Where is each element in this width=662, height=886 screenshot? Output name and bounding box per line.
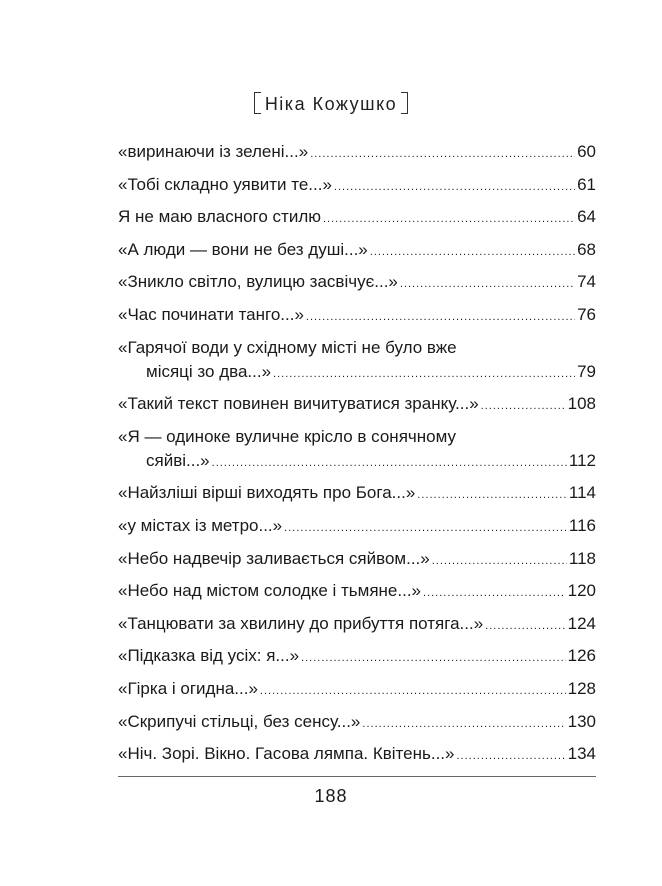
toc-entry-page: 60: [577, 142, 596, 161]
toc-entry-line: [118, 303, 596, 329]
toc-entry-page: 126: [567, 646, 596, 666]
toc-entry: [118, 612, 596, 638]
toc-entry: [118, 303, 596, 329]
toc-leader-dots: [400, 272, 575, 296]
toc-entry-line: [118, 449, 596, 475]
toc-entry-page: 79: [577, 361, 596, 381]
toc-entry-line: [118, 579, 596, 605]
toc-leader-dots: [212, 451, 567, 475]
toc-leader-dots: [423, 581, 566, 605]
toc-leader-dots: [273, 362, 575, 386]
toc-entry-title: місяці зо два...»: [146, 361, 272, 381]
toc-entry-line: [118, 677, 596, 703]
toc-entry-title: «Гірка і огидна...»: [118, 678, 258, 698]
toc-entry-title: «Час починати танго...»: [118, 304, 304, 324]
toc-leader-dots: [362, 712, 565, 736]
toc-entry: [118, 140, 596, 166]
toc-leader-dots: [323, 207, 575, 231]
toc-entry-page: 76: [577, 304, 596, 324]
toc-entry-title: «Підказка від усіх: я...»: [118, 646, 300, 666]
toc-entry: [118, 238, 596, 264]
toc-entry-page: 108: [567, 394, 596, 414]
header-bracket-right: [401, 92, 408, 114]
toc-entry-title: «Небо надвечір заливається сяйвом...»: [118, 548, 430, 568]
toc-entry-line: [118, 205, 596, 231]
toc-entry-line: [118, 360, 596, 386]
toc-leader-dots: [260, 679, 566, 703]
toc-entry-title: «Танцювати за хвилину до прибуття потяга...»: [118, 613, 484, 633]
toc-leader-dots: [481, 394, 566, 418]
toc-leader-dots: [334, 175, 575, 199]
toc-leader-dots: [417, 483, 567, 507]
toc-leader-dots: [456, 744, 565, 768]
toc-entry-line: [118, 270, 596, 296]
toc-entry-title: «А люди — вони не без душі...»: [118, 239, 368, 259]
toc-leader-dots: [306, 305, 575, 329]
toc-entry-line: [118, 392, 596, 418]
toc-entry-line: [118, 140, 596, 166]
toc-entry-title: «Гарячої води у східному місті не було вже: [118, 337, 457, 357]
toc-entry: [118, 514, 596, 540]
toc-entry-page: 116: [568, 515, 596, 535]
toc-entry-page: 134: [567, 744, 596, 764]
toc-entry-title: «Найзліші вірші виходять про Бога...»: [118, 483, 416, 503]
table-of-contents: [118, 140, 596, 775]
toc-entry-page: 74: [577, 272, 596, 292]
toc-entry-page: 128: [567, 678, 596, 698]
toc-entry-title: «виринаючи із зелені...»: [118, 142, 309, 161]
toc-entry-line: [118, 612, 596, 638]
footer-rule: [118, 776, 596, 777]
toc-entry: [118, 270, 596, 296]
toc-leader-dots: [370, 240, 575, 264]
toc-entry: [118, 173, 596, 199]
toc-entry-line: [118, 425, 596, 449]
toc-entry-title: «Ніч. Зорі. Вікно. Гасова лямпа. Квітень...»: [118, 744, 455, 764]
toc-entry-line: [118, 644, 596, 670]
toc-entry-title: «Скрипучі стільці, без сенсу...»: [118, 711, 361, 731]
toc-leader-dots: [310, 142, 575, 166]
toc-entry-line: [118, 742, 596, 768]
toc-entry-line: [118, 710, 596, 736]
toc-entry-page: 112: [568, 450, 596, 470]
toc-entry-page: 130: [567, 711, 596, 731]
toc-leader-dots: [485, 614, 565, 638]
author-name: Ніка Кожушко: [264, 94, 398, 114]
toc-entry: [118, 677, 596, 703]
toc-entry-title: «Зникло світло, вулицю засвічує...»: [118, 272, 398, 292]
toc-entry-page: 118: [568, 548, 596, 568]
toc-entry-title: «у містах із метро...»: [118, 515, 283, 535]
toc-entry-title: сяйві...»: [146, 450, 210, 470]
toc-entry: [118, 205, 596, 231]
toc-entry-title: Я не маю власного стилю: [118, 207, 321, 227]
toc-entry-title: «Тобі складно уявити те...»: [118, 174, 332, 194]
running-header: [0, 92, 662, 115]
toc-entry-page: 124: [567, 613, 596, 633]
toc-entry: [118, 392, 596, 418]
toc-entry-line: [118, 514, 596, 540]
toc-entry: [118, 644, 596, 670]
toc-entry: [118, 710, 596, 736]
toc-entry-page: 68: [577, 239, 596, 259]
toc-entry-title: «Такий текст повинен вичитуватися зранку...»: [118, 394, 479, 414]
toc-entry-line: [118, 547, 596, 573]
toc-entry-line: [118, 173, 596, 199]
toc-entry-page: 120: [567, 581, 596, 601]
toc-entry-page: 114: [568, 483, 596, 503]
header-bracket-left: [254, 92, 261, 114]
toc-entry: [118, 579, 596, 605]
toc-leader-dots: [284, 516, 567, 540]
toc-entry-line: [118, 336, 596, 360]
page-number: 188: [314, 786, 348, 806]
toc-entry: [118, 425, 596, 475]
toc-entry: [118, 547, 596, 573]
toc-entry-page: 61: [577, 174, 596, 194]
toc-leader-dots: [432, 549, 567, 573]
toc-entry-title: «Небо над містом солодке і тьмяне...»: [118, 581, 422, 601]
toc-entry-line: [118, 481, 596, 507]
toc-entry-title: «Я — одиноке вуличне крісло в сонячному: [118, 426, 456, 446]
toc-leader-dots: [301, 646, 566, 670]
toc-entry-line: [118, 238, 596, 264]
toc-entry-page: 64: [577, 207, 596, 227]
toc-entry: [118, 336, 596, 386]
toc-entry: [118, 742, 596, 768]
toc-entry: [118, 481, 596, 507]
